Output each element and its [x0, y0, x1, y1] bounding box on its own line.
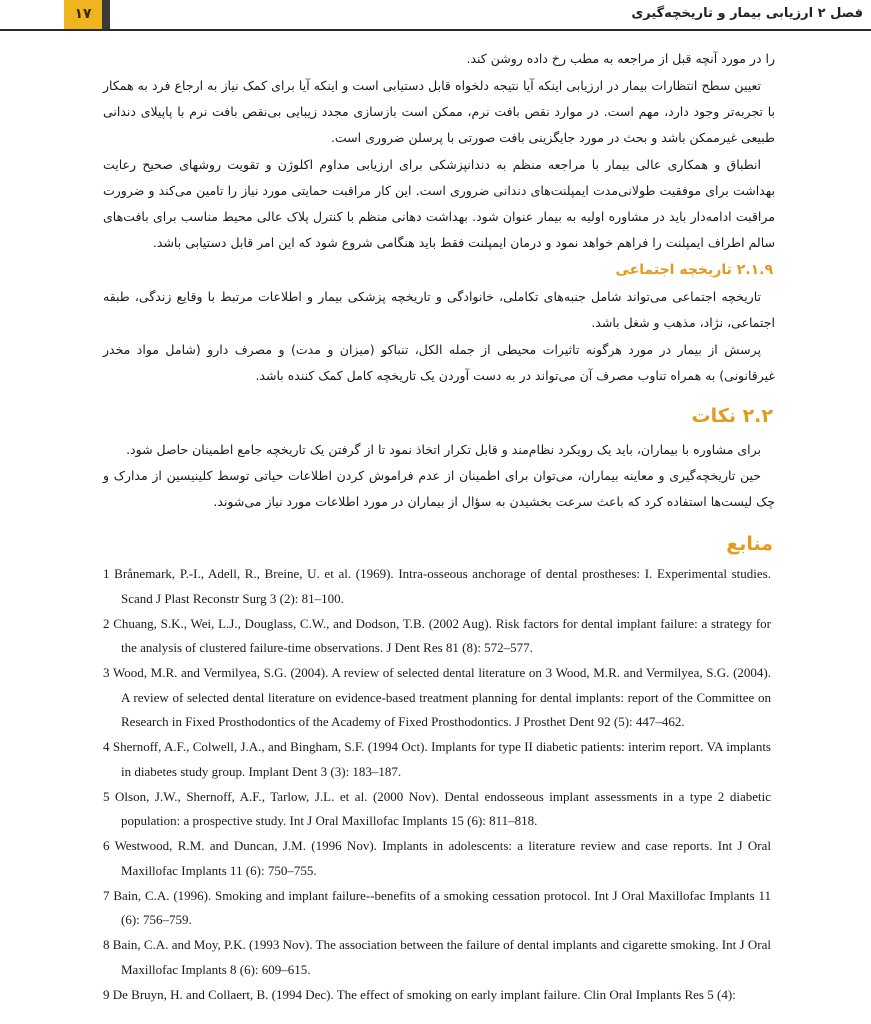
paragraph-continuation: را در مورد آنچه قبل از مراجعه به مطب رخ داده روشن کند. — [466, 51, 775, 66]
page-number: ۱۷ — [64, 0, 102, 29]
section-heading-tips: ۲.۲ نکات — [691, 405, 773, 427]
header-accent-band — [102, 0, 110, 29]
reference-item: 4 Shernoff, A.F., Colwell, J.A., and Bingham, S.F. (1994 Oct). Implants for type II diabetic patients: interim report. VA implants in diabetes study group. Implant Dent 3 (3): 183–187. — [103, 739, 771, 779]
reference-list — [103, 562, 771, 1007]
paragraph-social-history: تاریخچه اجتماعی می‌تواند شامل جنبه‌های تکاملی، خانوادگی و تاریخچه پزشکی بیمار و اطلاعات مرتبط با وقایع زندگی، طبقه اجتماعی، نژاد، مذهب و شغل باشد. — [103, 289, 775, 330]
reference-item: 1 Brånemark, P.-I., Adell, R., Breine, U. et al. (1969). Intra-osseous anchorage of dental prostheses: I. Experimental studies. Scand J Plast Reconstr Surg 3 (2): 81–100. — [103, 566, 771, 606]
paragraph-compliance: انطباق و همکاری عالی بیمار با مراجعه منظم به دندانپزشکی برای ارزیابی مداوم اکلوژن و تقویت روشهای صحیح رعایت بهداشت برای موفقیت طولانی‌مدت ایمپلنت‌های دندانی ضروری است. این کار مراقبت حمایتی مورد نیاز را تامین می‌کند و ضرورت مراقبت ادامه‌دار باید در مشاوره اولیه به بیمار عنوان شود. بهداشت دهانی منظم با کنترل پلاک عالی محیط مناسب برای بافت‌های سالم اطراف ایمپلنت را فراهم خواهد نمود و درمان ایمپلنت فقط باید هنگامی شروع شود که این امر قابل دستیابی باشد. — [103, 157, 775, 250]
reference-item: 6 Westwood, R.M. and Duncan, J.M. (1996 Nov). Implants in adolescents: a literature review and case reports. Int J Oral Maxillofac Implants 11 (6): 750–755. — [103, 838, 771, 878]
paragraph-systematic-approach: برای مشاوره با بیماران، باید یک رویکرد نظام‌مند و قابل تکرار اتخاذ نمود تا از گرفتن یک تاریخچه جامع اطمینان حاصل شود. — [126, 442, 761, 457]
reference-item: 7 Bain, C.A. (1996). Smoking and implant failure--benefits of a smoking cessation protocol. Int J Oral Maxillofac Implants 11 (6): 756–759. — [103, 887, 771, 927]
paragraph-checklists: حین تاریخچه‌گیری و معاینه بیماران، می‌توان برای اطمینان از عدم فراموش کردن اطلاعات حیاتی توسط کلینیسین از مدارک و چک لیست‌ها استفاده کرد که باعث سرعت بخشیدن به سؤال از بیماران در مورد اطلاعات مورد نیاز می‌شوند. — [103, 468, 775, 509]
reference-item: 5 Olson, J.W., Shernoff, A.F., Tarlow, J.L. et al. (2000 Nov). Dental endosseous implant assessments in a type 2 diabetic population: a prospective study. Int J Oral Maxillofac Implants 15 (6): 811–818. — [103, 788, 771, 828]
reference-item: 8 Bain, C.A. and Moy, P.K. (1993 Nov). The association between the failure of dental implants and cigarette smoking. Int J Oral Maxillofac Implants 8 (6): 609–615. — [103, 937, 771, 977]
running-header — [0, 0, 871, 31]
header-left-blank — [0, 0, 64, 29]
references-heading: منابع — [726, 533, 773, 555]
chapter-title: فصل ۲ ارزیابی بیمار و تاریخچه‌گیری — [631, 6, 863, 21]
reference-item: 3 Wood, M.R. and Vermilyea, S.G. (2004). A review of selected dental literature on 3 Wood, M.R. and Vermilyea, S.G. (2004). A review of selected dental literature on evidence-based treatment planning for dental implants: report of the Committee on Research in Fixed Prosthodontics of the Academy of Fixed Prosthodontics. J Prosthet Dent 92 (5): 447–462. — [103, 665, 771, 729]
reference-item: 9 De Bruyn, H. and Collaert, B. (1994 Dec). The effect of smoking on early implant failure. Clin Oral Implants Res 5 (4): — [103, 986, 736, 1002]
paragraph-environmental: پرسش از بیمار در مورد هرگونه تاثیرات محیطی از جمله الکل، تنباکو (میزان و مدت) و مصرف دارو (شامل مواد مخدر غیرقانونی) به همراه تناوب مصرف آن می‌تواند در به دست آوردن یک تاریخچه کامل کمک کننده باشد. — [103, 342, 775, 383]
reference-item: 2 Chuang, S.K., Wei, L.J., Douglass, C.W., and Dodson, T.B. (2002 Aug). Risk factors for dental implant failure: a strategy for the analysis of clustered failure-time observations. J Dent Res 81 (8): 572–577. — [103, 615, 771, 655]
paragraph-expectations: تعیین سطح انتظارات بیمار در ارزیابی اینکه آیا نتیجه دلخواه قابل دستیابی است و اینکه آیا برای کمک نیاز به ارجاع فرد به همکار با تجربه‌تر وجود دارد، مهم است. در موارد نقص بافت نرم، ممکن است بازسازی مجدد زیبایی بی‌نقص بافت نرم با پاپیلای دندانی طبیعی غیرممکن باشد و بحث در مورد جایگزینی بافت صورتی با پرسلن ضروری است. — [103, 78, 775, 145]
section-heading-social-history: ۲.۱.۹ تاریخچه اجتماعی — [615, 262, 773, 278]
